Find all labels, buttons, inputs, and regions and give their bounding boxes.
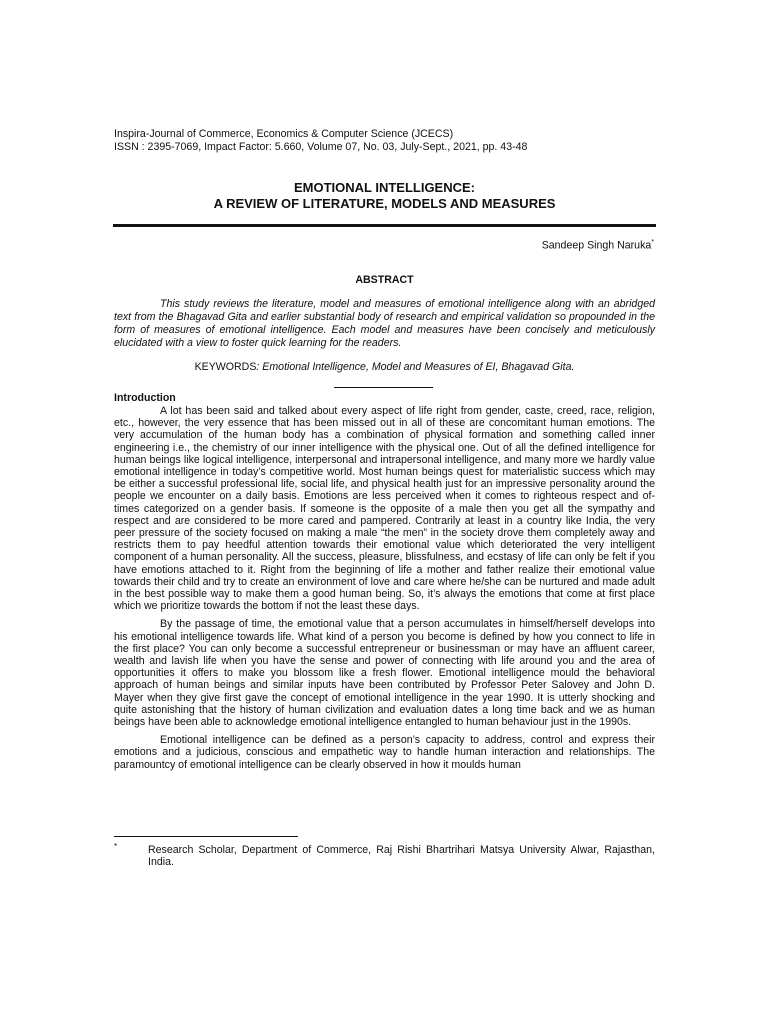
abstract-heading: ABSTRACT [355,274,414,286]
title-line-1: EMOTIONAL INTELLIGENCE: [293,180,476,195]
keywords-values: : Emotional Intelligence, Model and Measures of EI, Bhagavad Gita. [256,361,575,373]
author-footnote-mark: * [651,239,654,246]
introduction-paragraph-3: Emotional intelligence can be defined as a person’s capacity to address, control and express their emotions and a judicious, conscious and empathetic way to handle human interaction and relationships. The paramountcy of emotional intelligence can be clearly observed in how it moulds human [114,734,655,771]
keywords-line [114,361,655,374]
keywords-label: KEYWORDS [194,361,257,373]
footnote [114,844,655,868]
introduction-body [114,405,655,777]
footnote-text: Research Scholar, Department of Commerce, Raj Rishi Bhartrihari Matsya University Alwar, Rajasthan, India. [148,844,655,868]
title-divider [113,224,656,227]
issn-line: ISSN : 2395-7069, Impact Factor: 5.660, Volume 07, No. 03, July-Sept., 2021, pp. 43-48 [114,141,528,153]
footnote-divider [114,836,298,837]
paper-title [114,180,655,212]
introduction-paragraph-2: By the passage of time, the emotional value that a person accumulates in himself/herself develops into his emotional intelligence towards life. What kind of a person you become is defined by how you connect to life in the first place? You can only become a successful entrepreneur or businessman or may have an affluent career, wealth and lavish life when you have the sense and power of connecting with life around you and the area of opportunities it offers to make you blossom like a fresh flower. Emotional intelligence mould the behavioral approach of human beings and similar inputs have been contributed by Professor Peter Salovey and John D. Mayer when they give first gave the concept of emotional intelligence in the year 1990. It is utterly shocking and quite astonishing that the history of human civilization and evaluation dates a long time back and we as human beings have been able to acknowledge emotional intelligence entangled to human behaviour just in the 1990s. [114,618,655,729]
section-heading-introduction: Introduction [114,392,176,404]
journal-name: Inspira-Journal of Commerce, Economics & Computer Science (JCECS) [114,128,454,140]
introduction-paragraph-1: A lot has been said and talked about every aspect of life right from gender, caste, creed, race, religion, etc., however, the very essence that has been missed out in all of these are concomitant human emotions. The very accumulation of the human body has a combination of physical formation and something called inner engineering i.e., the chemistry of our inner intelligence with the physical one. Out of all the defined intelligence for human beings like logical intelligence, interpersonal and intrapersonal intelligence, and many more we hardly value emotional intelligence in today’s competitive world. Most human beings quest for materialistic success which may be either a successful professional life, social life, and physical health just for an impressive personality around the people we encounter on a daily basis. Emotions are less perceived when it comes to righteous respect and of-times categorized on a gender basis. If someone is the opposite of a male then you get all the sympathy and respect and are considered to be more cared and pampered. Contrarily at least in a country like India, the very peer pressure of the society focused on making a male “the men” in the society drove them completely away and restricts them to pay heedful attention towards their emotional value which deteriorated the very intelligent component of a human personality. All the success, pleasure, blissfulness, and ecstasy of life can only be felt if you have emotions attached to it. Right from the beginning of life a mother and father realize their emotional value towards their child and try to create an environment of love and care where he/she can be nurtured and made adult in the best possible way to make them a good human being. So, it’s always the emotions that come at first place which we prioritize towards the bottom if not the least these days. [114,405,655,613]
author-name: Sandeep Singh Naruka [541,239,652,252]
author-line [114,236,654,253]
journal-header [114,128,659,154]
abstract-separator [334,387,433,388]
abstract-text: This study reviews the literature, model and measures of emotional intelligence along with an abridged text from the Bhagavad Gita and earlier substantial body of research and empirical validation so propounded in the form of measures of emotional intelligence. Each model and measures have been concisely and meticulously elucidated with a view to foster quick learning for the readers. [114,298,655,349]
title-line-2: A REVIEW OF LITERATURE, MODELS AND MEASURES [213,196,556,211]
footnote-mark: * [114,842,118,851]
